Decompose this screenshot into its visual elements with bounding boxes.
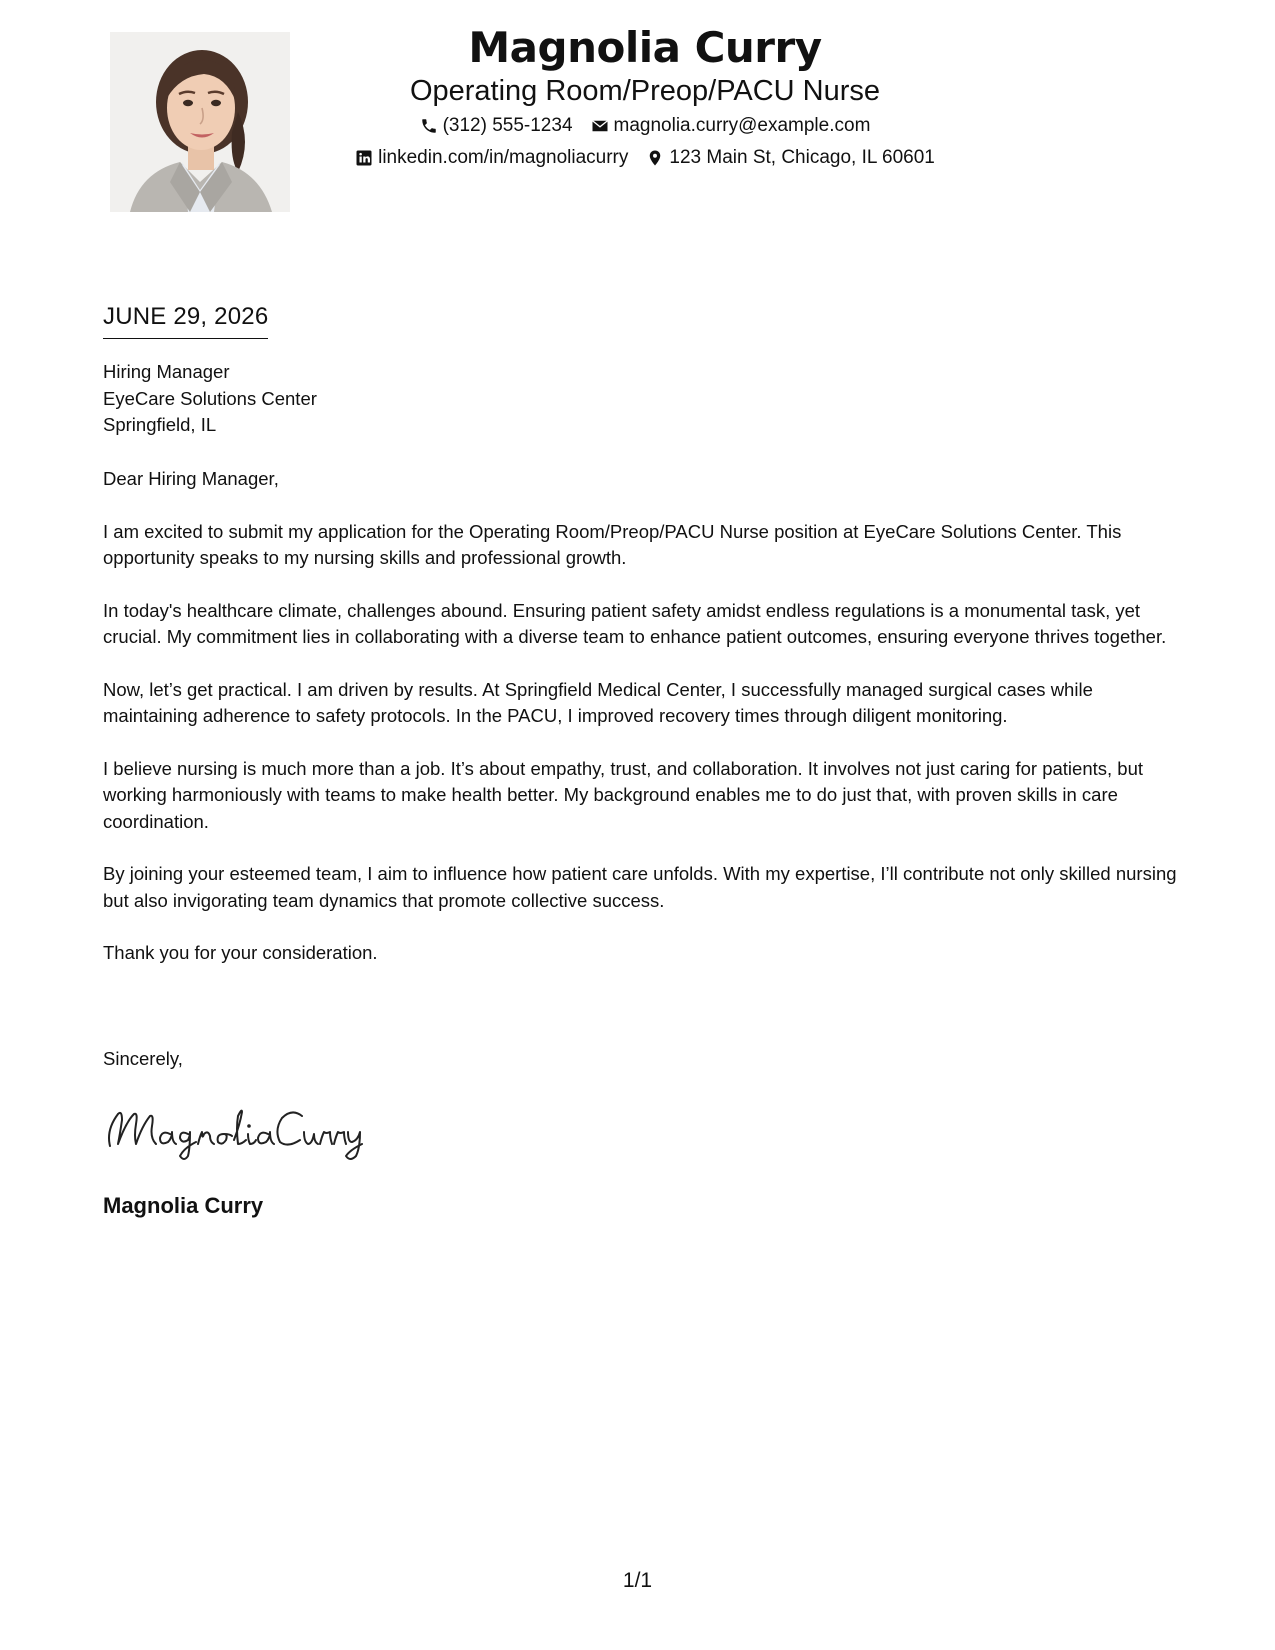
body-paragraph: I believe nursing is much more than a job. It’s about empathy, trust, and collaboration. It involves not just caring for patients, but working harmoniously with teams to make health better. My background enables me to do just that, with proven skills in care coordination. <box>103 757 1143 832</box>
map-pin-icon <box>646 149 664 167</box>
phone-text: (312) 555-1234 <box>442 115 573 136</box>
recipient-block <box>103 359 317 439</box>
body-paragraph: In today's healthcare climate, challenges abound. Ensuring patient safety amidst endless regulations is a monumental task, yet crucial. My commitment lies in collaborating with a diverse team to enhance patient outcomes, ensuring everyone thrives together. <box>103 599 1167 647</box>
contact-linkedin[interactable] <box>355 146 628 170</box>
linkedin-icon <box>355 149 373 167</box>
letter-body <box>103 466 1178 993</box>
contact-row-primary <box>290 114 1000 138</box>
signer-name: Magnolia Curry <box>103 1193 264 1218</box>
applicant-name: Magnolia Curry <box>468 23 822 72</box>
address-text: 123 Main St, Chicago, IL 60601 <box>669 147 935 168</box>
envelope-icon <box>591 117 609 135</box>
email-text: magnolia.curry@example.com <box>613 115 871 136</box>
contact-address <box>646 146 934 170</box>
phone-icon <box>420 117 438 135</box>
contact-email[interactable] <box>591 114 871 138</box>
resume-header <box>290 22 1000 170</box>
recipient-line: Hiring Manager <box>103 361 230 382</box>
body-paragraph: Now, let’s get practical. I am driven by results. At Springfield Medical Center, I successfully managed surgical cases while maintaining adherence to safety protocols. In the PACU, I improved recovery times through diligent monitoring. <box>103 678 1093 726</box>
recipient-line: Springfield, IL <box>103 414 217 435</box>
job-title: Operating Room/Preop/PACU Nurse <box>409 75 881 107</box>
profile-photo <box>110 32 290 212</box>
linkedin-text: linkedin.com/in/magnoliacurry <box>378 147 629 168</box>
letter-date: JUNE 29, 2026 <box>103 302 268 339</box>
body-paragraph: By joining your esteemed team, I aim to influence how patient care unfolds. With my expertise, I’ll contribute not only skilled nursing but also invigorating team dynamics that promote collective success. <box>103 863 1177 911</box>
handwritten-signature <box>104 1100 374 1160</box>
body-paragraph: I am excited to submit my application for the Operating Room/Preop/PACU Nurse position at EyeCare Solutions Center. This opportunity speaks to my nursing skills and professional growth. <box>103 520 1122 568</box>
contact-phone[interactable] <box>420 114 573 138</box>
salutation: Dear Hiring Manager, <box>103 468 279 489</box>
closing: Sincerely, <box>103 1048 183 1069</box>
recipient-line: EyeCare Solutions Center <box>103 387 317 409</box>
thank-you-line: Thank you for your consideration. <box>103 942 378 963</box>
contact-row-secondary <box>290 146 1000 170</box>
page-number: 1/1 <box>622 1569 653 1592</box>
